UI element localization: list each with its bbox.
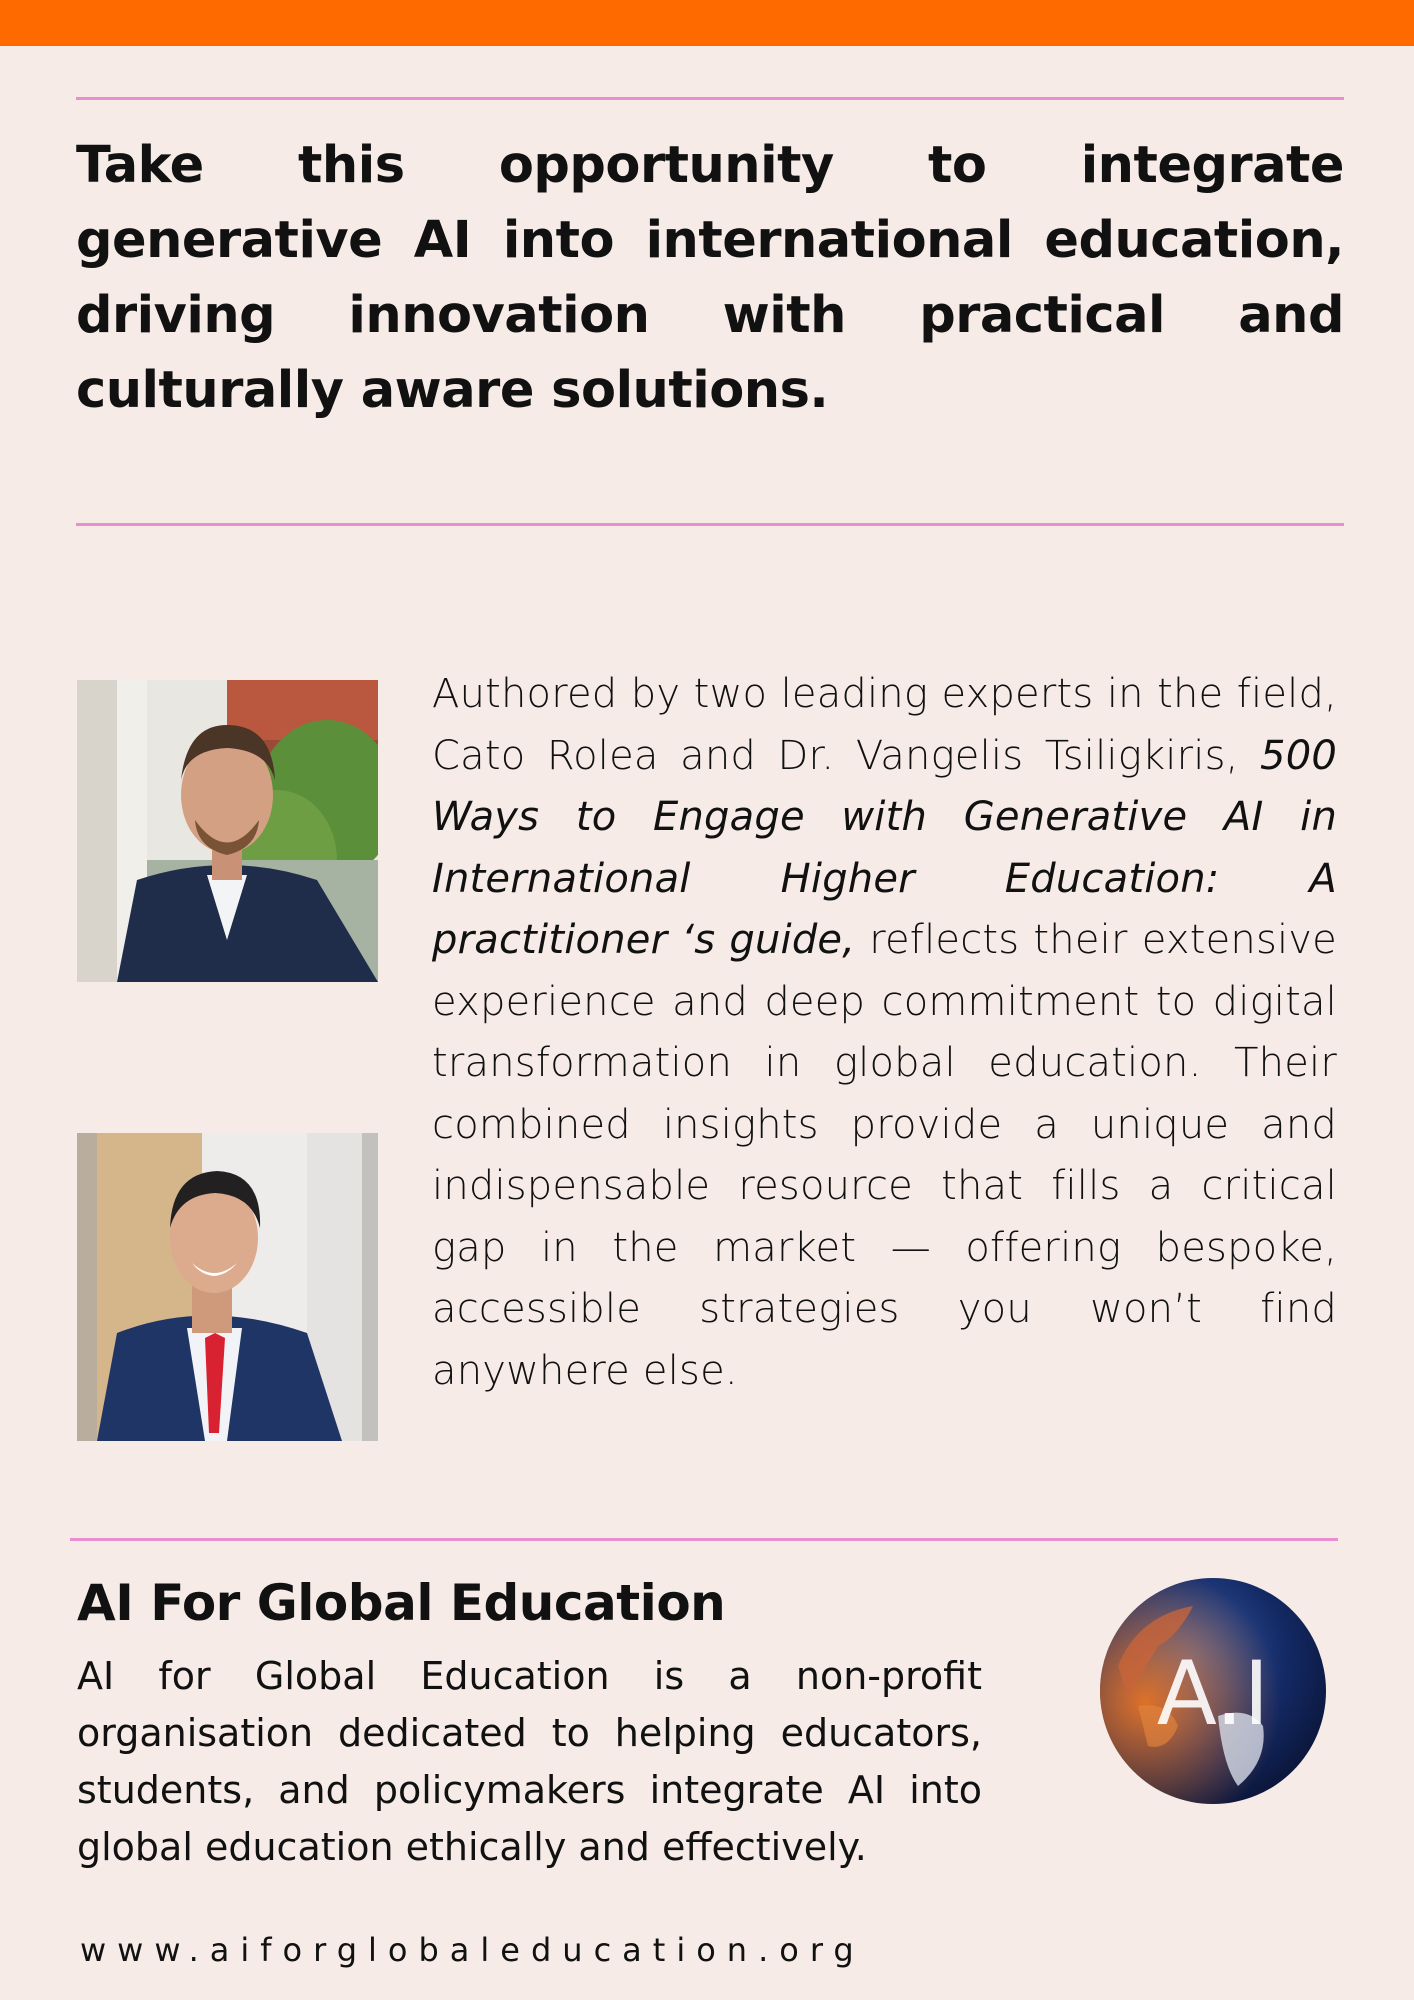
organisation-description: AI for Global Education is a non-profit organisation dedicated to helping educators, students, and policymakers integrate AI into global education ethically and effectively.: [77, 1654, 982, 1869]
divider-bottom: [70, 1538, 1338, 1541]
author-bio-paragraph: [432, 664, 1337, 1402]
website-url[interactable]: www.aiforglobaleducation.org: [80, 1931, 865, 1969]
author-photo-vangelis-tsiligkiris: [77, 1133, 378, 1441]
organisation-title: AI For Global Education: [77, 1574, 726, 1632]
logo-text: A.I: [1156, 1642, 1270, 1745]
ai-globe-logo: [1098, 1576, 1328, 1806]
bio-intro-text: Authored by two leading experts in the field, Cato Rolea and Dr. Vangelis Tsiligkiris,: [432, 671, 1337, 779]
headline: Take this opportunity to integrate generative AI into international education, driving innovation with practical and culturally aware solutions.: [76, 136, 1344, 420]
top-color-bar: [0, 0, 1414, 46]
author-photo-cato-rolea: [77, 680, 378, 982]
bio-body-text: reflects their extensive experience and deep commitment to digital transformation in global education. Their combined insights provide a unique and indispensable resource that fills a critical gap in the market — offering bespoke, accessible strategies you won’t find anywhere else.: [432, 917, 1337, 1394]
book-title: 500 Ways to Engage with Generative AI in International Higher Education: A practitioner ‘s guide,: [432, 732, 1337, 963]
divider-middle: [76, 523, 1344, 526]
divider-top: [76, 97, 1344, 100]
